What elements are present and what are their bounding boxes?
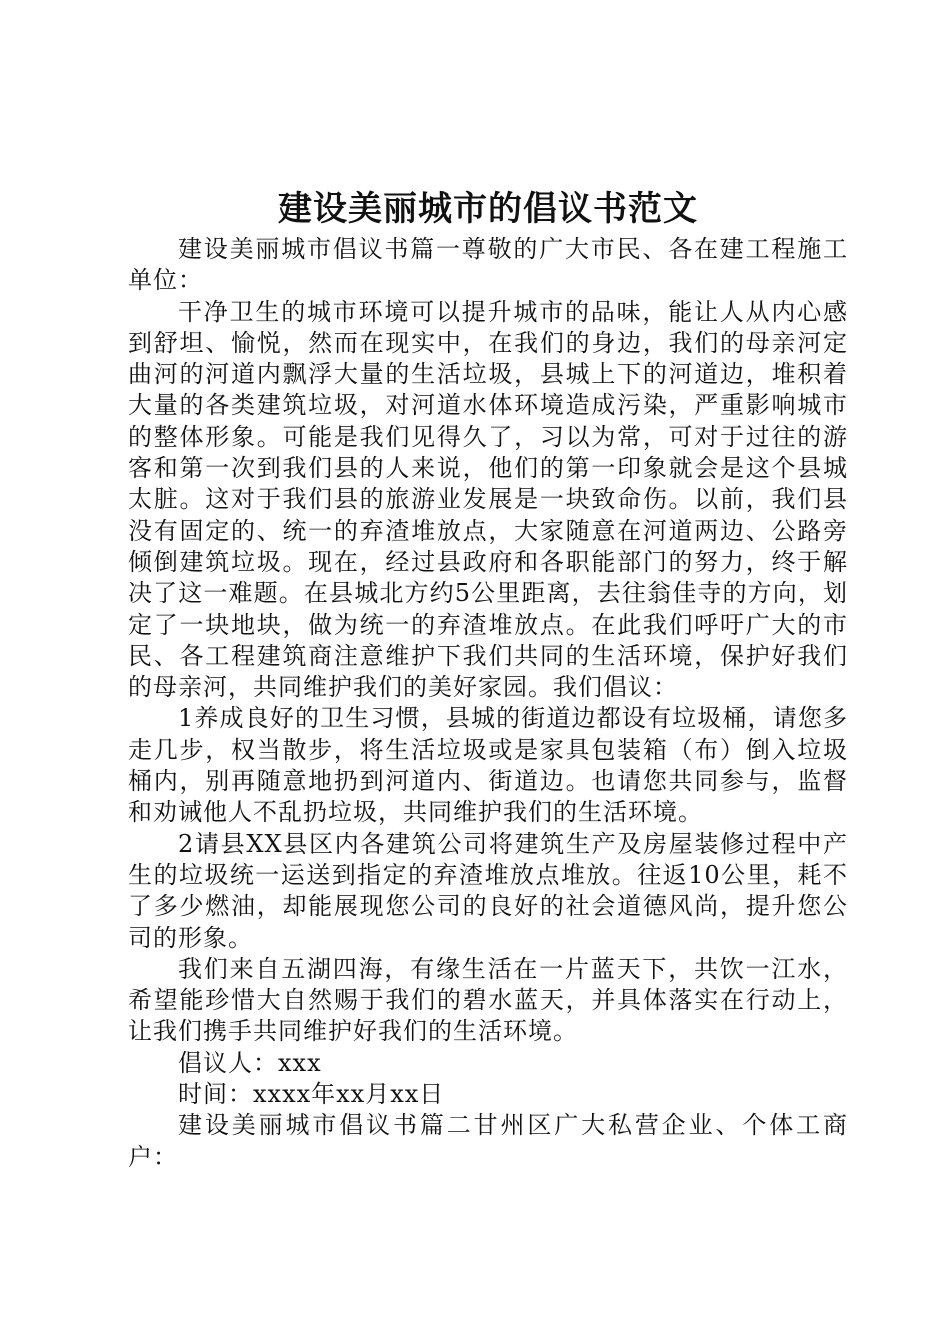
paragraph-second-article: 建设美丽城市倡议书篇二甘州区广大私营企业、个体工商户：	[128, 1111, 848, 1171]
paragraph-closing: 我们来自五湖四海，有缘生活在一片蓝天下，共饮一江水，希望能珍惜大自然赐于我们的碧水蓝天，并具体落实在行动上，让我们携手共同维护好我们的生活环境。	[128, 954, 848, 1046]
document-title: 建设美丽城市的倡议书范文	[278, 189, 698, 229]
paragraph-body: 干净卫生的城市环境可以提升城市的品味，能让人从内心感到舒坦、愉悦，然而在现实中，在我们的身边，我们的母亲河定曲河的河道内飘浮大量的生活垃圾，县城上下的河道边，堆积着大量的各类建筑垃圾，对河道水体环境造成污染，严重影响城市的整体形象。可能是我们见得久了，习以为常，可对于过往的游客和第一次到我们县的人来说，他们的第一印象就会是这个县城太脏。这对于我们县的旅游业发展是一块致命伤。以前，我们县没有固定的、统一的弃渣堆放点，大家随意在河道两边、公路旁倾倒建筑垃圾。现在，经过县政府和各职能部门的努力，终于解决了这一难题。在县城北方约5公里距离，去往翁佳寺的方向，划定了一块地块，做为统一的弃渣堆放点。在此我们呼吁广大的市民、各工程建筑商注意维护下我们共同的生活环境，保护好我们的母亲河，共同维护我们的美好家园。我们倡议：	[128, 297, 848, 702]
document-page	[128, 186, 848, 1173]
paragraph-initiator: 倡议人：xxx	[178, 1048, 322, 1077]
paragraph-proposal-1: 1养成良好的卫生习惯，县城的街道边都设有垃圾桶，请您多走几步，权当散步，将生活垃圾或是家具包装箱（布）倒入垃圾桶内，别再随意地扔到河道内、街道边。也请您共同参与，监督和劝诫他人不乱扔垃圾，共同维护我们的生活环境。	[128, 704, 848, 827]
paragraph-date: 时间：xxxx年xx月xx日	[178, 1080, 445, 1109]
paragraph-proposal-2: 2请县XX县区内各建筑公司将建筑生产及房屋装修过程中产生的垃圾统一运送到指定的弃渣堆放点堆放。往返10公里，耗不了多少燃油，却能展现您公司的良好的社会道德风尚，提升您公司的形象。	[128, 829, 848, 952]
paragraph-salutation: 建设美丽城市倡议书篇一尊敬的广大市民、各在建工程施工单位：	[128, 235, 848, 295]
